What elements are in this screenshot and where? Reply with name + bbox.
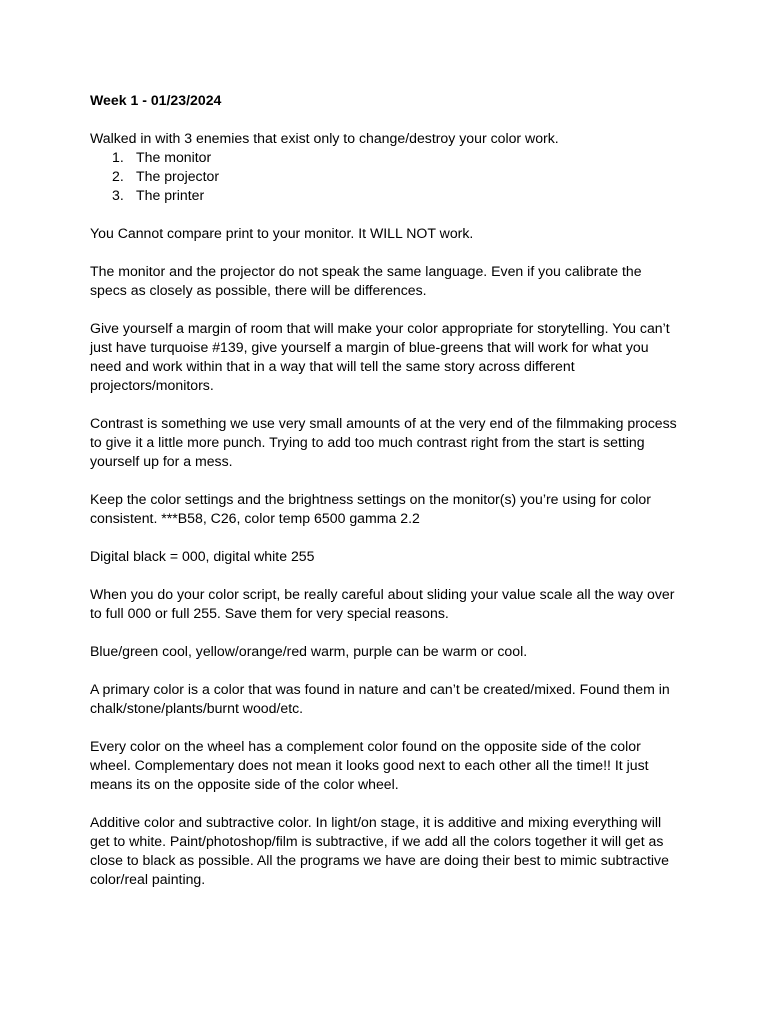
list-item [90,186,682,205]
list-item-text: The printer [136,187,205,203]
paragraph-monitor-settings: Keep the color settings and the brightness settings on the monitor(s) you’re using for color consistent. ***B58, C26, color temp 6500 gamma 2.2 [90,491,651,526]
paragraph-digital-values: Digital black = 000, digital white 255 [90,548,315,564]
list-item-number: 3. [112,187,124,203]
paragraph-additive-subtractive: Additive color and subtractive color. In light/on stage, it is additive and mixing everything will get to white. Paint/photoshop/film is subtractive, if we add all the colors together it will get as close to black as possible. All the programs we have are doing their best to mimic subtractive color/real painting. [90,814,669,887]
intro-paragraph: Walked in with 3 enemies that exist only to change/destroy your color work. [90,130,559,146]
paragraph-print-vs-monitor: You Cannot compare print to your monitor. It WILL NOT work. [90,225,474,241]
paragraph-primary-color: A primary color is a color that was found in nature and can’t be created/mixed. Found them in chalk/stone/plants/burnt wood/etc. [90,681,670,716]
paragraph-contrast: Contrast is something we use very small amounts of at the very end of the filmmaking process to give it a little more punch. Trying to add too much contrast right from the start is setting yourself up for a mess. [90,415,677,469]
enemies-list [90,148,682,205]
document-heading: Week 1 - 01/23/2024 [90,92,222,108]
paragraph-color-margin: Give yourself a margin of room that will make your color appropriate for storytelling. You can’t just have turquoise #139, give yourself a margin of blue-greens that will work for what you need and work within that in a way that will tell the same story across different projectors/monitors. [90,320,670,393]
paragraph-monitor-projector: The monitor and the projector do not speak the same language. Even if you calibrate the specs as closely as possible, there will be differences. [90,263,642,298]
paragraph-color-script: When you do your color script, be really careful about sliding your value scale all the way over to full 000 or full 255. Save them for very special reasons. [90,586,675,621]
list-item-number: 2. [112,168,124,184]
list-item-number: 1. [112,149,124,165]
paragraph-complement-color: Every color on the wheel has a complement color found on the opposite side of the color wheel. Complementary does not mean it looks good next to each other all the time!! It just means its on the opposite side of the color wheel. [90,738,649,792]
list-item-text: The monitor [136,149,212,165]
paragraph-warm-cool: Blue/green cool, yellow/orange/red warm, purple can be warm or cool. [90,643,528,659]
list-item-text: The projector [136,168,220,184]
document-page [90,91,682,908]
list-item [90,167,682,186]
list-item [90,148,682,167]
